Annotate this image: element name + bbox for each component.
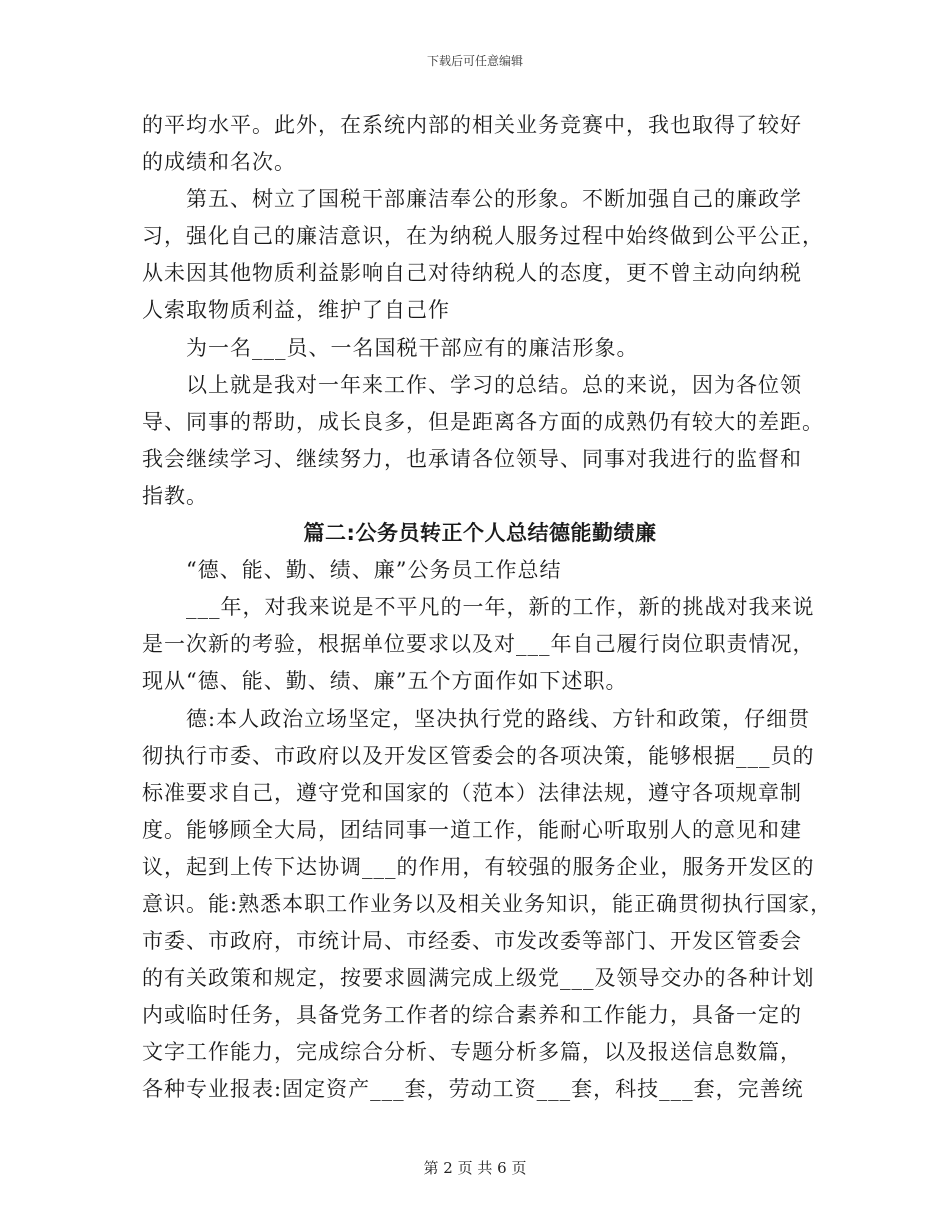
text-line: 第五、树立了国税干部廉洁奉公的形象。不断加强自己的廉政学: [142, 187, 802, 212]
text-line: “德、能、勤、绩、廉”公务员工作总结: [142, 558, 562, 583]
text-line: 意识。能:熟悉本职工作业务以及相关业务知识，能正确贯彻执行国家，: [142, 891, 833, 916]
text-line: 议，起到上传下达协调___的作用，有较强的服务企业，服务开发区的: [142, 854, 815, 879]
document-body: [142, 107, 833, 1109]
page-number: 第 2 页 共 6 页: [423, 1159, 527, 1177]
text-line: 习，强化自己的廉洁意识，在为纳税人服务过程中始终做到公平公正，: [142, 224, 824, 249]
text-line: 人索取物质利益，维护了自己作: [142, 298, 450, 323]
text-line: 的成绩和名次。: [142, 150, 296, 175]
text-line: 内或临时任务，具备党务工作者的综合素养和工作能力，具备一定的: [142, 1003, 802, 1028]
text-line: 各种专业报表:固定资产___套，劳动工资___套，科技___套，完善统: [142, 1077, 804, 1102]
text-line: 从未因其他物质利益影响自己对待纳税人的态度，更不曾主动向纳税: [142, 261, 802, 286]
text-line: 指教。: [142, 483, 208, 508]
text-line: 导、同事的帮助，成长良多，但是距离各方面的成熟仍有较大的差距。: [142, 409, 824, 434]
text-line: 文字工作能力，完成综合分析、专题分析多篇，以及报送信息数篇，: [142, 1040, 802, 1065]
text-line: 度。能够顾全大局，团结同事一道工作，能耐心听取别人的意见和建: [142, 817, 802, 842]
section-heading: 篇二:公务员转正个人总结德能勤绩廉: [303, 521, 657, 546]
text-line: 的有关政策和规定，按要求圆满完成上级党___及领导交办的各种计划: [142, 966, 815, 991]
text-line: 是一次新的考验，根据单位要求以及对___年自己履行岗位职责情况，: [142, 632, 815, 657]
text-line: 以上就是我对一年来工作、学习的总结。总的来说，因为各位领: [142, 372, 802, 397]
text-line: 彻执行市委、市政府以及开发区管委会的各项决策，能够根据___员的: [142, 743, 815, 768]
page-header-note: 下载后可任意编辑: [426, 54, 523, 68]
text-line: 我会继续学习、继续努力，也承请各位领导、同事对我进行的监督和: [142, 446, 802, 471]
text-line: 市委、市政府，市统计局、市经委、市发改委等部门、开发区管委会: [142, 929, 802, 954]
text-line: ___年，对我来说是不平凡的一年，新的工作，新的挑战对我来说: [142, 595, 815, 620]
text-line: 为一名___员、一名国税干部应有的廉洁形象。: [142, 335, 639, 360]
text-line: 标准要求自己，遵守党和国家的（范本）法律法规，遵守各项规章制: [142, 780, 802, 805]
text-line: 德:本人政治立场坚定，坚决执行党的路线、方针和政策，仔细贯: [142, 706, 811, 731]
text-line: 现从“德、能、勤、绩、廉”五个方面作如下述职。: [142, 669, 628, 694]
text-line: 的平均水平。此外，在系统内部的相关业务竞赛中，我也取得了较好: [142, 113, 802, 137]
